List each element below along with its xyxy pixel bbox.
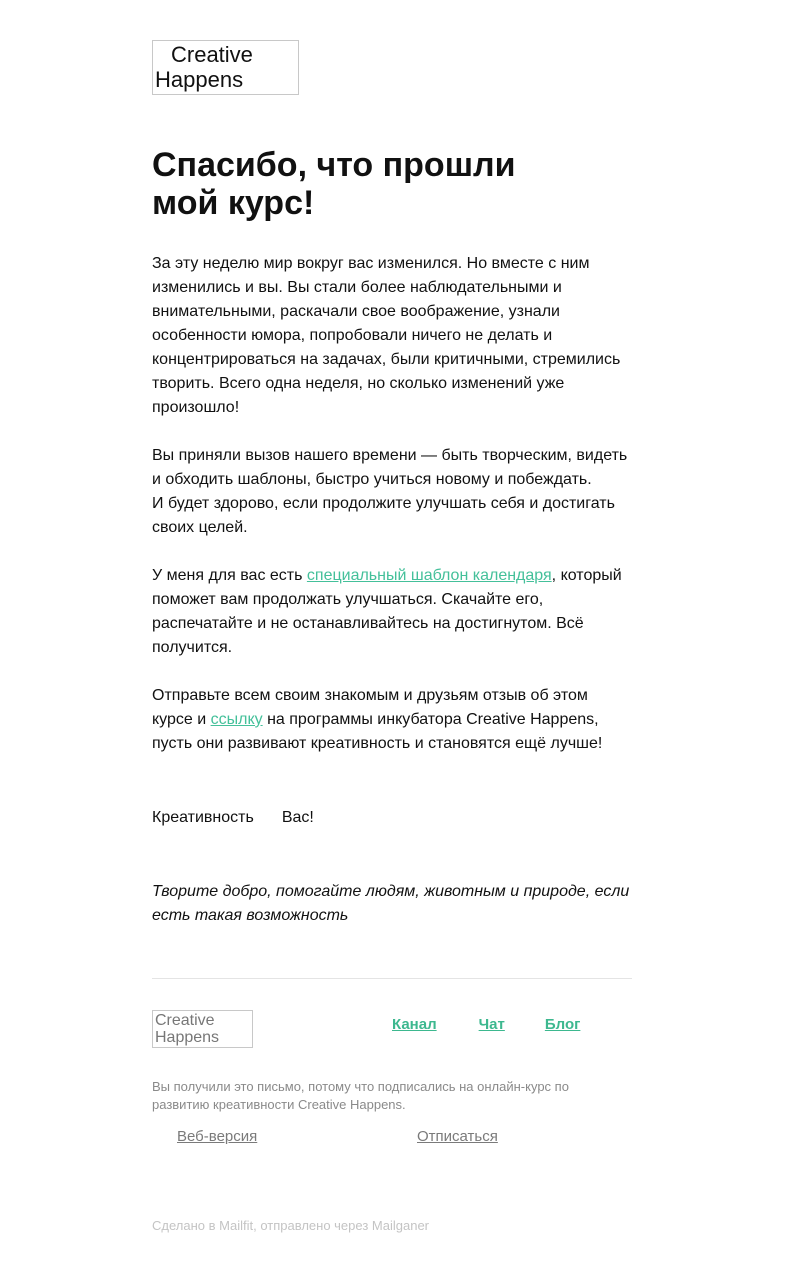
nav-link-blog[interactable]: Блог: [544, 1016, 581, 1033]
paragraph-share-before: Отправьте всем своим знакомым и друзьям отзыв об этом курсе и: [152, 687, 588, 728]
nav-link-chat[interactable]: Чат: [478, 1016, 505, 1033]
title-line-2: мой курс!: [152, 184, 315, 222]
paragraph-share: [152, 684, 632, 756]
logo-line-1: Creative: [171, 42, 253, 67]
subscription-note: Вы получили это письмо, потому что подписались на онлайн-курс по развитию креативности Creative Happens.: [152, 1079, 569, 1112]
signoff-word-2: Вас!: [281, 809, 314, 826]
paragraph-calendar-after: , который поможет вам продолжать улучшаться. Скачайте его, распечатайте и не останавливайтесь на достигнутом. Всё получится.: [152, 567, 622, 656]
footer-logo-placeholder[interactable]: [152, 1010, 253, 1048]
logo-line-2: Happens: [155, 67, 244, 92]
paragraph-intro: За эту неделю мир вокруг вас изменился. Но вместе с ним изменились и вы. Вы стали более наблюдательными и внимательными, раскачали свое воображение, узнали особенности юмора, попробовали ничего не делать и концентрироваться на задачах, были критичными, стремились творить. Всего одна неделя, но сколько изменений уже произошло!: [152, 255, 621, 416]
made-service-mailfit[interactable]: Mailfit: [219, 1218, 254, 1233]
closing-quote: Творите добро, помогайте людям, животным и природе, если есть такая возможность: [152, 883, 630, 924]
paragraph-challenge-a: Вы приняли вызов нашего времени — быть творческим, видеть и обходить шаблоны, быстро учиться новому и побеждать.: [152, 447, 628, 488]
signoff: [152, 806, 314, 830]
email-body: [152, 40, 632, 1233]
signoff-word-1: Креативность: [152, 809, 254, 826]
web-version-link[interactable]: Веб-версия: [177, 1128, 258, 1145]
made-prefix: Сделано в: [152, 1218, 220, 1233]
unsubscribe-link[interactable]: Отписаться: [417, 1128, 498, 1145]
made-middle: , отправлено через: [253, 1218, 372, 1233]
footer-logo-line-2: Happens: [155, 1029, 220, 1046]
paragraph-challenge-b: И будет здорово, если продолжите улучшать себя и достигать своих целей.: [152, 495, 615, 536]
paragraph-calendar: [152, 564, 632, 660]
calendar-template-link[interactable]: специальный шаблон календаря: [306, 567, 552, 584]
page-title: [152, 146, 572, 222]
programs-link[interactable]: ссылку: [210, 711, 263, 728]
made-with-credit: [152, 1218, 429, 1233]
paragraph-calendar-before: У меня для вас есть: [152, 567, 307, 584]
footer-nav: [392, 1016, 580, 1033]
footer-divider: [152, 978, 632, 979]
paragraph-share-after: на программы инкубатора Creative Happens, пусть они развивают креативность и становятся ещё лучше!: [152, 711, 603, 752]
title-line-1: Спасибо, что прошли: [152, 146, 516, 184]
made-service-mailganer[interactable]: Mailganer: [371, 1218, 430, 1233]
nav-link-channel[interactable]: Канал: [392, 1016, 437, 1033]
logo-alt-text: [155, 42, 253, 92]
footer-logo-line-1: Creative: [155, 1012, 215, 1029]
paragraph-challenge: [152, 444, 632, 540]
logo-image-placeholder: [152, 40, 299, 95]
